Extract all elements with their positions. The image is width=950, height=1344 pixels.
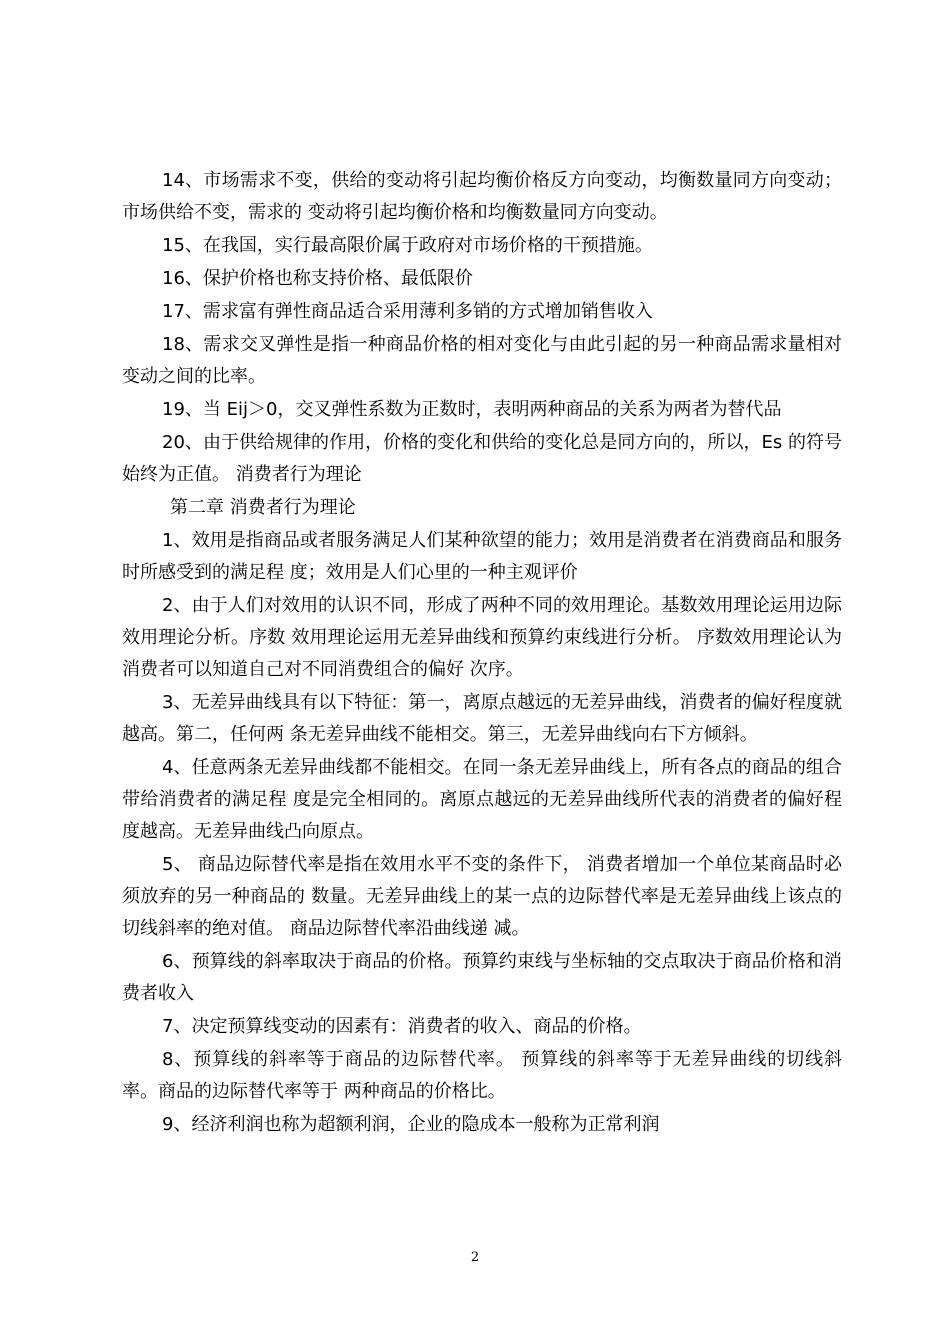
chapter-heading: 第二章 消费者行为理论 (170, 497, 356, 518)
paragraph-20: 20、由于供给规律的作用，价格的变化和供给的变化总是同方向的，所以，Es 的符号始终为正值。 消费者行为理论 (122, 432, 842, 485)
paragraph-17: 17、需求富有弹性商品适合采用薄利多销的方式增加销售收入 (162, 301, 653, 322)
paragraph-ch2-9: 9、经济利润也称为超额利润，企业的隐成本一般称为正常利润 (162, 1114, 660, 1135)
paragraph-16: 16、保护价格也称支持价格、最低限价 (162, 268, 473, 289)
paragraph-ch2-7: 7、决定预算线变动的因素有：消费者的收入、商品的价格。 (162, 1016, 642, 1037)
paragraph-ch2-6: 6、预算线的斜率取决于商品的价格。预算约束线与坐标轴的交点取决于商品价格和消费者收入 (122, 951, 842, 1004)
paragraph-ch2-3: 3、无差异曲线具有以下特征：第一，离原点越远的无差异曲线，消费者的偏好程度就越高。第二，任何两 条无差异曲线不能相交。第三，无差异曲线向右下方倾斜。 (122, 692, 842, 745)
paragraph-ch2-1: 1、效用是指商品或者服务满足人们某种欲望的能力；效用是消费者在消费商品和服务时所感受到的满足程 度；效用是人们心里的一种主观评价 (122, 530, 842, 583)
paragraph-19: 19、当 Eij＞0，交叉弹性系数为正数时，表明两种商品的关系为两者为替代品 (162, 399, 782, 420)
paragraph-18: 18、需求交叉弹性是指一种商品价格的相对变化与由此引起的另一种商品需求量相对变动之间的比率。 (122, 334, 842, 387)
paragraph-ch2-2: 2、由于人们对效用的认识不同，形成了两种不同的效用理论。基数效用理论运用边际效用理论分析。序数 效用理论运用无差异曲线和预算约束线进行分析。 序数效用理论认为消费者可以知道自己对不同消费组合的偏好 次序。 (122, 595, 842, 680)
paragraph-ch2-4: 4、任意两条无差异曲线都不能相交。在同一条无差异曲线上，所有各点的商品的组合带给消费者的满足程 度是完全相同的。离原点越远的无差异曲线所代表的消费者的偏好程度越高。无差异曲线凸向原点。 (122, 757, 842, 842)
paragraph-ch2-8: 8、预算线的斜率等于商品的边际替代率。 预算线的斜率等于无差异曲线的切线斜率。商品的边际替代率等于 两种商品的价格比。 (122, 1049, 842, 1102)
paragraph-ch2-5: 5、 商品边际替代率是指在效用水平不变的条件下， 消费者增加一个单位某商品时必须放弃的另一种商品的 数量。无差异曲线上的某一点的边际替代率是无差异曲线上该点的切线斜率的绝对值。 商品边际替代率沿曲线递 减。 (122, 854, 842, 939)
paragraph-14: 14、市场需求不变，供给的变动将引起均衡价格反方向变动，均衡数量同方向变动；市场供给不变，需求的 变动将引起均衡价格和均衡数量同方向变动。 (122, 170, 842, 223)
paragraph-15: 15、在我国，实行最高限价属于政府对市场价格的干预措施。 (162, 235, 653, 256)
document-body (122, 165, 842, 1142)
page-number: 2 (470, 1250, 480, 1265)
